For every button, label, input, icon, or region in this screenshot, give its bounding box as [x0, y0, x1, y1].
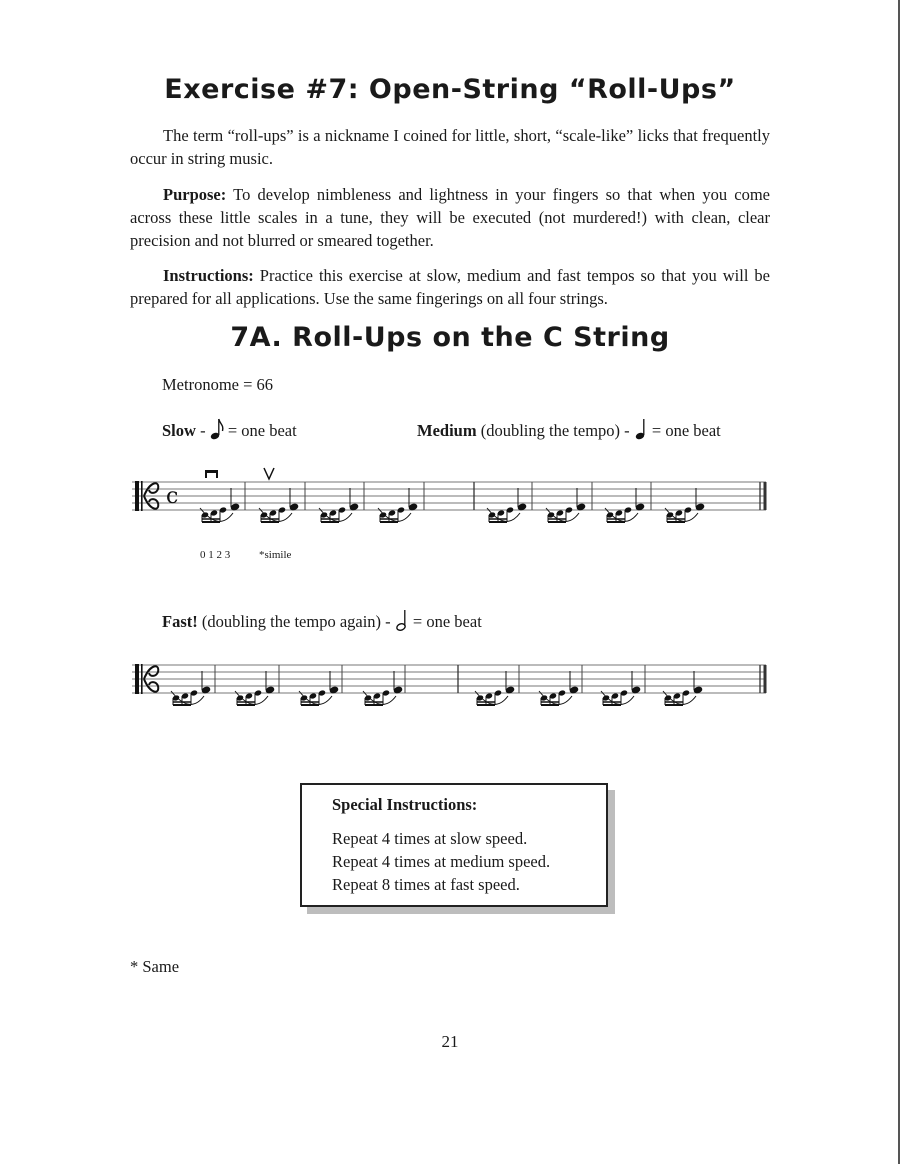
tempo-slow-text: = one beat [227, 421, 297, 440]
page-number: 21 [441, 1032, 459, 1051]
tempo-fast-text: = one beat [412, 612, 482, 631]
instructions-label: Instructions: [163, 266, 254, 285]
time-signature: c [166, 484, 179, 509]
special-instruction-line: Repeat 8 times at fast speed. [332, 875, 520, 894]
note-group [539, 671, 579, 705]
special-instruction-line: Repeat 4 times at medium speed. [332, 852, 551, 871]
purpose-label: Purpose: [163, 185, 227, 204]
special-instructions-box [300, 783, 608, 907]
tempo-fast-paren: (doubling the tempo again) - [201, 612, 391, 631]
tempo-fast-label: Fast! [162, 612, 198, 631]
fingering-label: 0 1 2 3 [200, 549, 231, 561]
instructions-text: Practice this exercise at slow, medium and fast tempos so that you will be prepared for all applications. Use the same fingerings on all four strings. [130, 266, 770, 308]
special-instruction-line: Repeat 4 times at slow speed. [332, 829, 528, 848]
note-group [235, 671, 275, 705]
simile-label: *simile [259, 549, 292, 561]
note-group [601, 671, 641, 705]
intro-paragraph: The term “roll-ups” is a nickname I coined for little, short, “scale-like” licks that frequently occur in string music. [130, 126, 770, 168]
tempo-slow-label: Slow [162, 421, 196, 440]
tempo-medium-label: Medium [417, 421, 477, 440]
note-group [663, 671, 703, 705]
tempo-slow-dash: - [200, 421, 210, 440]
note-group [475, 671, 515, 705]
staff-2-note-groups [171, 665, 703, 705]
tempo-medium-paren: (doubling the tempo) - [480, 421, 630, 440]
staff-2-lines [132, 665, 766, 693]
metronome-marking: Metronome = 66 [162, 375, 274, 394]
note-group [299, 671, 339, 705]
note-group [171, 671, 211, 705]
tempo-medium-text: = one beat [651, 421, 721, 440]
special-instructions-title: Special Instructions: [332, 795, 478, 814]
footnote: * Same [130, 957, 180, 976]
note-group [363, 671, 403, 705]
page-title: Exercise #7: Open-String “Roll-Ups” [164, 74, 736, 105]
purpose-text: To develop nimbleness and lightness in your fingers so that when you come across these little scales in a tune, they will be executed (not murdered!) with clean, clear precision and not blurred or smeared together. [130, 185, 770, 250]
section-title: 7A. Roll-Ups on the C String [230, 322, 670, 353]
